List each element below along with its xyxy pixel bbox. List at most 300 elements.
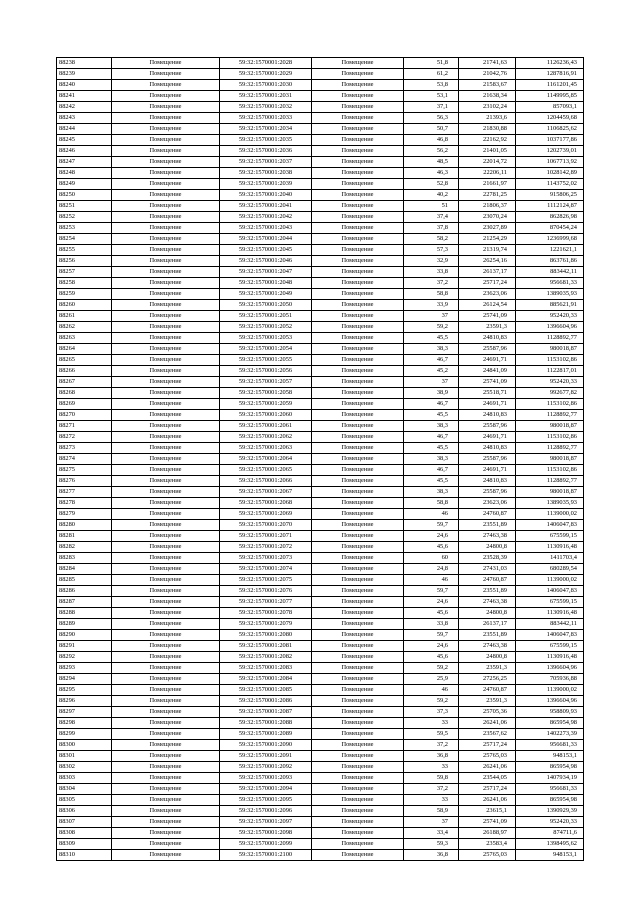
unit-value-cell: 26188,97 [459, 828, 516, 839]
object-kind-cell: Помещение [312, 245, 404, 256]
table-row [57, 157, 584, 168]
object-kind-cell: Помещение [312, 542, 404, 553]
cadastral-number-cell: 59:32:1570001:2045 [220, 245, 312, 256]
object-kind-cell: Помещение [312, 850, 404, 861]
cadastral-number-cell: 59:32:1570001:2094 [220, 784, 312, 795]
unit-value-cell: 27463,38 [459, 597, 516, 608]
area-cell: 33,8 [404, 267, 459, 278]
table-row [57, 113, 584, 124]
cadastral-number-cell: 59:32:1570001:2072 [220, 542, 312, 553]
cadastral-number-cell: 59:32:1570001:2081 [220, 641, 312, 652]
object-type-cell: Помещение [112, 597, 220, 608]
cadastral-value-cell: 865954,98 [516, 762, 584, 773]
area-cell: 37 [404, 817, 459, 828]
unit-value-cell: 21583,67 [459, 80, 516, 91]
unit-value-cell: 24760,87 [459, 575, 516, 586]
table-row [57, 300, 584, 311]
table-row [57, 454, 584, 465]
unit-value-cell: 25765,03 [459, 751, 516, 762]
area-cell: 53,1 [404, 91, 459, 102]
cadastral-number-cell: 59:32:1570001:2065 [220, 465, 312, 476]
area-cell: 33,9 [404, 300, 459, 311]
object-type-cell: Помещение [112, 817, 220, 828]
object-kind-cell: Помещение [312, 531, 404, 542]
object-kind-cell: Помещение [312, 289, 404, 300]
cadastral-value-cell: 956681,33 [516, 278, 584, 289]
cadastral-value-cell: 1389035,93 [516, 498, 584, 509]
unit-value-cell: 26137,17 [459, 267, 516, 278]
object-type-cell: Помещение [112, 751, 220, 762]
area-cell: 32,9 [404, 256, 459, 267]
cadastral-number-cell: 59:32:1570001:2093 [220, 773, 312, 784]
unit-value-cell: 24760,87 [459, 509, 516, 520]
unit-value-cell: 24810,83 [459, 410, 516, 421]
table-row [57, 223, 584, 234]
cadastral-number-cell: 59:32:1570001:2060 [220, 410, 312, 421]
cadastral-value-cell: 1406047,83 [516, 520, 584, 531]
cadastral-number-cell: 59:32:1570001:2097 [220, 817, 312, 828]
row-number-cell: 88265 [57, 355, 112, 366]
unit-value-cell: 26124,54 [459, 300, 516, 311]
table-row [57, 575, 584, 586]
cadastral-number-cell: 59:32:1570001:2061 [220, 421, 312, 432]
table-row [57, 267, 584, 278]
cadastral-value-cell: 1128892,77 [516, 333, 584, 344]
row-number-cell: 88243 [57, 113, 112, 124]
cadastral-value-cell: 956681,33 [516, 784, 584, 795]
area-cell: 33,8 [404, 619, 459, 630]
unit-value-cell: 27256,25 [459, 674, 516, 685]
unit-value-cell: 21638,34 [459, 91, 516, 102]
object-kind-cell: Помещение [312, 773, 404, 784]
object-kind-cell: Помещение [312, 663, 404, 674]
unit-value-cell: 26241,06 [459, 795, 516, 806]
object-type-cell: Помещение [112, 674, 220, 685]
table-row [57, 520, 584, 531]
object-type-cell: Помещение [112, 531, 220, 542]
area-cell: 59,7 [404, 586, 459, 597]
table-row [57, 168, 584, 179]
unit-value-cell: 21401,05 [459, 146, 516, 157]
cadastral-number-cell: 59:32:1570001:2035 [220, 135, 312, 146]
object-kind-cell: Помещение [312, 564, 404, 575]
object-kind-cell: Помещение [312, 333, 404, 344]
row-number-cell: 88310 [57, 850, 112, 861]
unit-value-cell: 24800,8 [459, 608, 516, 619]
unit-value-cell: 25717,24 [459, 278, 516, 289]
object-kind-cell: Помещение [312, 432, 404, 443]
object-kind-cell: Помещение [312, 685, 404, 696]
cadastral-number-cell: 59:32:1570001:2031 [220, 91, 312, 102]
object-type-cell: Помещение [112, 410, 220, 421]
area-cell: 59,2 [404, 322, 459, 333]
cadastral-number-cell: 59:32:1570001:2088 [220, 718, 312, 729]
object-kind-cell: Помещение [312, 839, 404, 850]
object-kind-cell: Помещение [312, 597, 404, 608]
cadastral-value-cell: 885621,91 [516, 300, 584, 311]
table-row [57, 619, 584, 630]
cadastral-value-cell: 675599,15 [516, 531, 584, 542]
object-kind-cell: Помещение [312, 91, 404, 102]
cadastral-value-cell: 1202739,01 [516, 146, 584, 157]
table-row [57, 146, 584, 157]
cadastral-value-cell: 870454,24 [516, 223, 584, 234]
area-cell: 46,7 [404, 465, 459, 476]
unit-value-cell: 21319,74 [459, 245, 516, 256]
object-type-cell: Помещение [112, 575, 220, 586]
row-number-cell: 88295 [57, 685, 112, 696]
cadastral-number-cell: 59:32:1570001:2037 [220, 157, 312, 168]
cadastral-value-cell: 1139000,02 [516, 685, 584, 696]
table-row [57, 421, 584, 432]
table-row [57, 278, 584, 289]
unit-value-cell: 25587,96 [459, 421, 516, 432]
object-type-cell: Помещение [112, 146, 220, 157]
area-cell: 33 [404, 795, 459, 806]
object-kind-cell: Помещение [312, 718, 404, 729]
object-kind-cell: Помещение [312, 586, 404, 597]
object-type-cell: Помещение [112, 498, 220, 509]
cadastral-number-cell: 59:32:1570001:2091 [220, 751, 312, 762]
table-row [57, 828, 584, 839]
unit-value-cell: 21042,76 [459, 69, 516, 80]
row-number-cell: 88291 [57, 641, 112, 652]
cadastral-number-cell: 59:32:1570001:2030 [220, 80, 312, 91]
cadastral-number-cell: 59:32:1570001:2050 [220, 300, 312, 311]
object-type-cell: Помещение [112, 245, 220, 256]
object-kind-cell: Помещение [312, 707, 404, 718]
area-cell: 37 [404, 377, 459, 388]
table-row [57, 432, 584, 443]
area-cell: 48,5 [404, 157, 459, 168]
cadastral-value-cell: 1153102,86 [516, 465, 584, 476]
cadastral-value-cell: 1161201,45 [516, 80, 584, 91]
object-type-cell: Помещение [112, 839, 220, 850]
object-type-cell: Помещение [112, 443, 220, 454]
object-kind-cell: Помещение [312, 652, 404, 663]
table-row [57, 641, 584, 652]
cadastral-number-cell: 59:32:1570001:2068 [220, 498, 312, 509]
table-row [57, 212, 584, 223]
unit-value-cell: 23102,24 [459, 102, 516, 113]
table-row [57, 80, 584, 91]
area-cell: 45,6 [404, 652, 459, 663]
area-cell: 59,3 [404, 839, 459, 850]
cadastral-number-cell: 59:32:1570001:2085 [220, 685, 312, 696]
cadastral-value-cell: 1130916,48 [516, 608, 584, 619]
object-type-cell: Помещение [112, 399, 220, 410]
row-number-cell: 88261 [57, 311, 112, 322]
cadastral-value-cell: 952420,33 [516, 311, 584, 322]
unit-value-cell: 24810,83 [459, 443, 516, 454]
table-row [57, 322, 584, 333]
object-type-cell: Помещение [112, 278, 220, 289]
table-row [57, 564, 584, 575]
object-kind-cell: Помещение [312, 619, 404, 630]
table-row [57, 729, 584, 740]
table-row [57, 487, 584, 498]
table-row [57, 806, 584, 817]
object-kind-cell: Помещение [312, 740, 404, 751]
row-number-cell: 88255 [57, 245, 112, 256]
area-cell: 45,5 [404, 410, 459, 421]
cadastral-value-cell: 1028142,89 [516, 168, 584, 179]
row-number-cell: 88238 [57, 58, 112, 69]
cadastral-number-cell: 59:32:1570001:2067 [220, 487, 312, 498]
unit-value-cell: 21830,88 [459, 124, 516, 135]
table-row [57, 696, 584, 707]
area-cell: 50,7 [404, 124, 459, 135]
cadastral-number-cell: 59:32:1570001:2082 [220, 652, 312, 663]
table-row [57, 674, 584, 685]
object-type-cell: Помещение [112, 355, 220, 366]
unit-value-cell: 21254,29 [459, 234, 516, 245]
cadastral-value-cell: 980018,87 [516, 344, 584, 355]
cadastral-value-cell: 863761,86 [516, 256, 584, 267]
table-row [57, 443, 584, 454]
unit-value-cell: 23623,06 [459, 289, 516, 300]
unit-value-cell: 24800,8 [459, 652, 516, 663]
object-type-cell: Помещение [112, 828, 220, 839]
cadastral-value-cell: 1128892,77 [516, 410, 584, 421]
cadastral-value-cell: 1407934,19 [516, 773, 584, 784]
unit-value-cell: 25587,96 [459, 454, 516, 465]
area-cell: 37,3 [404, 707, 459, 718]
area-cell: 37,8 [404, 223, 459, 234]
object-type-cell: Помещение [112, 553, 220, 564]
table-row [57, 333, 584, 344]
cadastral-number-cell: 59:32:1570001:2096 [220, 806, 312, 817]
cadastral-value-cell: 862826,98 [516, 212, 584, 223]
unit-value-cell: 23027,89 [459, 223, 516, 234]
unit-value-cell: 23567,62 [459, 729, 516, 740]
cadastral-value-cell: 675599,15 [516, 641, 584, 652]
object-kind-cell: Помещение [312, 729, 404, 740]
row-number-cell: 88262 [57, 322, 112, 333]
row-number-cell: 88306 [57, 806, 112, 817]
object-kind-cell: Помещение [312, 190, 404, 201]
unit-value-cell: 22781,25 [459, 190, 516, 201]
object-type-cell: Помещение [112, 652, 220, 663]
table-row [57, 69, 584, 80]
object-type-cell: Помещение [112, 124, 220, 135]
object-kind-cell: Помещение [312, 520, 404, 531]
table-row [57, 388, 584, 399]
object-kind-cell: Помещение [312, 201, 404, 212]
object-kind-cell: Помещение [312, 608, 404, 619]
table-row [57, 531, 584, 542]
cadastral-value-cell: 948153,1 [516, 850, 584, 861]
area-cell: 46 [404, 685, 459, 696]
object-kind-cell: Помещение [312, 553, 404, 564]
unit-value-cell: 23623,06 [459, 498, 516, 509]
area-cell: 59,2 [404, 663, 459, 674]
area-cell: 46,7 [404, 355, 459, 366]
object-kind-cell: Помещение [312, 443, 404, 454]
object-type-cell: Помещение [112, 476, 220, 487]
unit-value-cell: 25765,03 [459, 850, 516, 861]
row-number-cell: 88301 [57, 751, 112, 762]
object-type-cell: Помещение [112, 113, 220, 124]
cadastral-number-cell: 59:32:1570001:2039 [220, 179, 312, 190]
cadastral-value-cell: 980018,87 [516, 454, 584, 465]
unit-value-cell: 24691,71 [459, 465, 516, 476]
object-type-cell: Помещение [112, 663, 220, 674]
cadastral-value-cell: 980018,87 [516, 421, 584, 432]
unit-value-cell: 23591,3 [459, 663, 516, 674]
row-number-cell: 88299 [57, 729, 112, 740]
area-cell: 38,3 [404, 454, 459, 465]
unit-value-cell: 27463,38 [459, 531, 516, 542]
table-row [57, 707, 584, 718]
object-kind-cell: Помещение [312, 630, 404, 641]
object-type-cell: Помещение [112, 58, 220, 69]
row-number-cell: 88246 [57, 146, 112, 157]
object-type-cell: Помещение [112, 179, 220, 190]
table-row [57, 553, 584, 564]
area-cell: 45,6 [404, 608, 459, 619]
row-number-cell: 88279 [57, 509, 112, 520]
object-type-cell: Помещение [112, 388, 220, 399]
area-cell: 36,8 [404, 751, 459, 762]
object-type-cell: Помещение [112, 630, 220, 641]
object-type-cell: Помещение [112, 289, 220, 300]
object-kind-cell: Помещение [312, 817, 404, 828]
unit-value-cell: 26241,06 [459, 762, 516, 773]
object-type-cell: Помещение [112, 784, 220, 795]
cadastral-number-cell: 59:32:1570001:2063 [220, 443, 312, 454]
cadastral-number-cell: 59:32:1570001:2036 [220, 146, 312, 157]
area-cell: 37,4 [404, 212, 459, 223]
cadastral-value-cell: 1126236,43 [516, 58, 584, 69]
cadastral-number-cell: 59:32:1570001:2046 [220, 256, 312, 267]
row-number-cell: 88260 [57, 300, 112, 311]
unit-value-cell: 25717,24 [459, 784, 516, 795]
cadastral-value-cell: 874711,6 [516, 828, 584, 839]
unit-value-cell: 24841,09 [459, 366, 516, 377]
row-number-cell: 88308 [57, 828, 112, 839]
table-row [57, 795, 584, 806]
cadastral-number-cell: 59:32:1570001:2086 [220, 696, 312, 707]
object-type-cell: Помещение [112, 454, 220, 465]
cadastral-number-cell: 59:32:1570001:2070 [220, 520, 312, 531]
object-kind-cell: Помещение [312, 256, 404, 267]
object-type-cell: Помещение [112, 729, 220, 740]
row-number-cell: 88276 [57, 476, 112, 487]
area-cell: 59,7 [404, 520, 459, 531]
cadastral-number-cell: 59:32:1570001:2044 [220, 234, 312, 245]
area-cell: 46 [404, 509, 459, 520]
cadastral-value-cell: 1139000,02 [516, 509, 584, 520]
cadastral-value-cell: 680289,54 [516, 564, 584, 575]
table-row [57, 124, 584, 135]
object-type-cell: Помещение [112, 465, 220, 476]
cadastral-number-cell: 59:32:1570001:2092 [220, 762, 312, 773]
area-cell: 46,7 [404, 432, 459, 443]
row-number-cell: 88245 [57, 135, 112, 146]
table-row [57, 597, 584, 608]
area-cell: 52,8 [404, 179, 459, 190]
cadastral-number-cell: 59:32:1570001:2042 [220, 212, 312, 223]
area-cell: 24,8 [404, 564, 459, 575]
table-row [57, 465, 584, 476]
object-type-cell: Помещение [112, 256, 220, 267]
cadastral-value-cell: 1396604,96 [516, 663, 584, 674]
object-type-cell: Помещение [112, 421, 220, 432]
table-row [57, 399, 584, 410]
cadastral-value-cell: 1389035,93 [516, 289, 584, 300]
object-kind-cell: Помещение [312, 168, 404, 179]
object-kind-cell: Помещение [312, 476, 404, 487]
row-number-cell: 88283 [57, 553, 112, 564]
row-number-cell: 88290 [57, 630, 112, 641]
cadastral-value-cell: 1411703,4 [516, 553, 584, 564]
object-kind-cell: Помещение [312, 212, 404, 223]
unit-value-cell: 25717,24 [459, 740, 516, 751]
object-type-cell: Помещение [112, 311, 220, 322]
cadastral-value-cell: 1406047,83 [516, 586, 584, 597]
object-kind-cell: Помещение [312, 696, 404, 707]
cadastral-number-cell: 59:32:1570001:2034 [220, 124, 312, 135]
area-cell: 38,3 [404, 421, 459, 432]
cadastral-number-cell: 59:32:1570001:2087 [220, 707, 312, 718]
row-number-cell: 88270 [57, 410, 112, 421]
table-row [57, 509, 584, 520]
area-cell: 33,4 [404, 828, 459, 839]
unit-value-cell: 23615,1 [459, 806, 516, 817]
cadastral-value-cell: 1153102,86 [516, 432, 584, 443]
object-type-cell: Помещение [112, 190, 220, 201]
area-cell: 58,8 [404, 289, 459, 300]
area-cell: 33 [404, 718, 459, 729]
unit-value-cell: 21661,97 [459, 179, 516, 190]
cadastral-number-cell: 59:32:1570001:2033 [220, 113, 312, 124]
row-number-cell: 88254 [57, 234, 112, 245]
table-row [57, 289, 584, 300]
cadastral-value-cell: 705936,88 [516, 674, 584, 685]
area-cell: 45,5 [404, 476, 459, 487]
cadastral-value-cell: 980018,87 [516, 487, 584, 498]
object-kind-cell: Помещение [312, 465, 404, 476]
row-number-cell: 88296 [57, 696, 112, 707]
object-kind-cell: Помещение [312, 641, 404, 652]
area-cell: 51 [404, 201, 459, 212]
cadastral-number-cell: 59:32:1570001:2051 [220, 311, 312, 322]
cadastral-number-cell: 59:32:1570001:2066 [220, 476, 312, 487]
table-row [57, 190, 584, 201]
cadastral-number-cell: 59:32:1570001:2071 [220, 531, 312, 542]
object-kind-cell: Помещение [312, 311, 404, 322]
unit-value-cell: 23551,89 [459, 520, 516, 531]
object-type-cell: Помещение [112, 564, 220, 575]
cadastral-value-cell: 883442,11 [516, 267, 584, 278]
cadastral-value-cell: 1106825,62 [516, 124, 584, 135]
table-row [57, 245, 584, 256]
object-kind-cell: Помещение [312, 784, 404, 795]
row-number-cell: 88259 [57, 289, 112, 300]
row-number-cell: 88271 [57, 421, 112, 432]
unit-value-cell: 23591,3 [459, 696, 516, 707]
object-kind-cell: Помещение [312, 421, 404, 432]
cadastral-number-cell: 59:32:1570001:2052 [220, 322, 312, 333]
object-kind-cell: Помещение [312, 828, 404, 839]
table-row [57, 608, 584, 619]
object-kind-cell: Помещение [312, 278, 404, 289]
unit-value-cell: 27463,38 [459, 641, 516, 652]
object-type-cell: Помещение [112, 509, 220, 520]
row-number-cell: 88267 [57, 377, 112, 388]
table-row [57, 366, 584, 377]
